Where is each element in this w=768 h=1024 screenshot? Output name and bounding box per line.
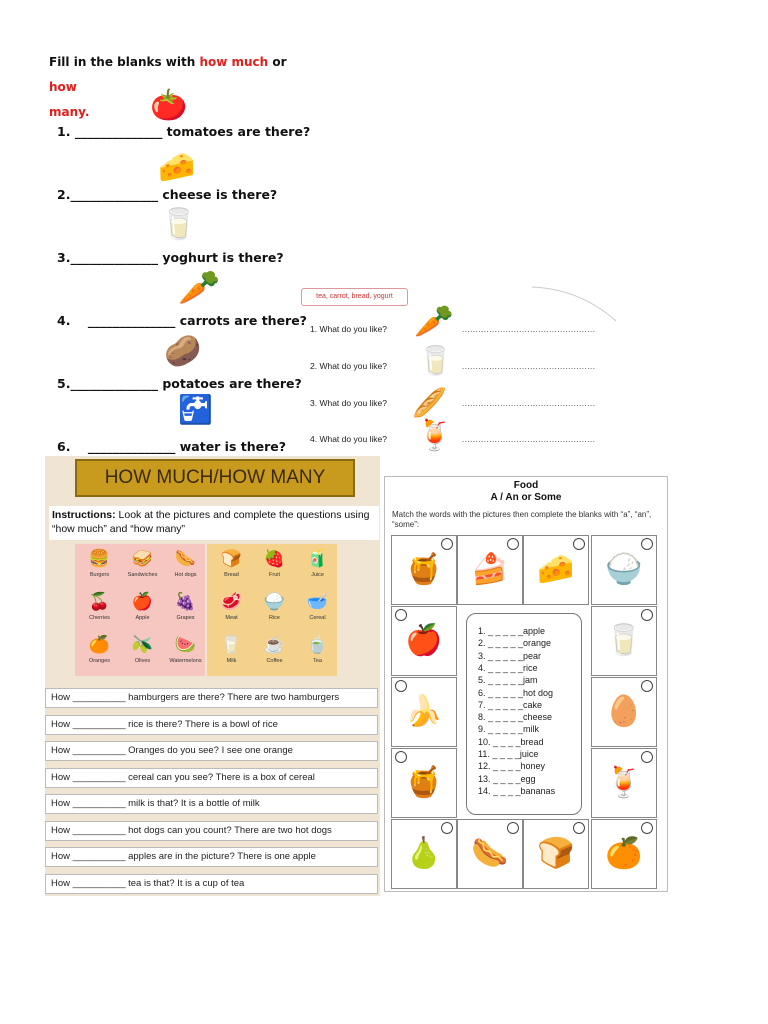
food-cell bbox=[210, 632, 253, 676]
cheese-icon: 🧀 bbox=[158, 150, 196, 185]
food-cell bbox=[164, 632, 207, 676]
q-text: water is there? bbox=[179, 439, 287, 454]
picture-cell bbox=[591, 819, 657, 889]
food-icon: 🥪 bbox=[131, 549, 154, 568]
q-num: 3. bbox=[57, 250, 71, 265]
food-icon: ☕ bbox=[263, 635, 286, 654]
food-cell bbox=[253, 589, 296, 633]
food-cell bbox=[296, 632, 339, 676]
word-item[interactable]: 7. _ _ _ _ _cake bbox=[478, 699, 543, 710]
food-icon: 🍊 bbox=[605, 836, 643, 871]
q-num: 1. bbox=[57, 124, 71, 139]
food-icon: 🍯 bbox=[405, 765, 443, 800]
how-question-row[interactable]: How __________ tea is that? It is a cup of tea bbox=[45, 874, 378, 894]
food-cell bbox=[164, 589, 207, 633]
word-item[interactable]: 12. _ _ _ _honey bbox=[478, 761, 546, 772]
potato-icon: 🥔 bbox=[164, 334, 202, 369]
ws4-instructions: Match the words with the pictures then complete the blanks with “a”, “an”, “some”: bbox=[392, 510, 652, 529]
answer-circle[interactable] bbox=[395, 680, 407, 692]
food-icon: 🍇 bbox=[174, 592, 197, 611]
word-bank-tag: tea, carrot, bread, yogurt bbox=[301, 288, 408, 306]
ws1-how-many-b: many. bbox=[49, 105, 90, 119]
food-icon: 🍯 bbox=[405, 552, 443, 587]
picture-cell bbox=[591, 677, 657, 747]
food-label: Burgers bbox=[89, 572, 110, 578]
word-item[interactable]: 10. _ _ _ _bread bbox=[478, 736, 544, 747]
q-text: carrots are there? bbox=[179, 313, 307, 328]
yoghurt-icon: 🥛 bbox=[160, 207, 198, 242]
food-cell bbox=[296, 546, 339, 590]
word-item[interactable]: 1. _ _ _ _ _apple bbox=[478, 626, 546, 636]
food-icon: 🥛 bbox=[605, 623, 643, 658]
q-text: potatoes are there? bbox=[162, 376, 302, 391]
picture-cell bbox=[457, 819, 523, 889]
q-text: cheese is there? bbox=[162, 187, 278, 202]
q-num: 2. bbox=[57, 187, 71, 202]
bread-icon: 🥖 bbox=[412, 386, 447, 419]
food-icon: 🍹 bbox=[605, 765, 643, 800]
picture-cell bbox=[391, 535, 457, 605]
food-cell bbox=[210, 589, 253, 633]
water-tap-icon: 🚰 bbox=[178, 393, 213, 426]
ws1-question bbox=[57, 187, 277, 202]
answer-line[interactable]: ................................................. bbox=[462, 325, 596, 334]
word-item[interactable]: 11. _ _ _ _juice bbox=[478, 749, 539, 759]
blank[interactable]: ______________ bbox=[87, 439, 176, 454]
food-cell bbox=[253, 632, 296, 676]
food-label: Milk bbox=[226, 658, 237, 664]
food-cell bbox=[296, 589, 339, 633]
food-icon: 🥚 bbox=[605, 694, 643, 729]
food-icon: 🧀 bbox=[537, 552, 575, 587]
ws1-or: or bbox=[268, 55, 287, 69]
word-item[interactable]: 3. _ _ _ _ _pear bbox=[478, 650, 542, 661]
blank[interactable]: ______________ bbox=[70, 187, 158, 202]
instructions-text: Look at the pictures and complete the questions using “how much” and “how many” bbox=[52, 509, 370, 535]
food-cell bbox=[78, 632, 121, 676]
ws1-how-much: how much bbox=[199, 55, 269, 69]
how-question-row[interactable]: How __________ cereal can you see? There is a box of cereal bbox=[45, 768, 378, 788]
food-label: Olives bbox=[134, 658, 151, 664]
picture-cell bbox=[391, 606, 457, 676]
word-item[interactable]: 6. _ _ _ _ _hot dog bbox=[478, 687, 554, 698]
answer-circle[interactable] bbox=[641, 680, 653, 692]
ws2-question: 4. What do you like? bbox=[310, 434, 388, 444]
food-label: Meat bbox=[225, 615, 238, 621]
food-icon: 🍎 bbox=[131, 592, 154, 611]
food-icon: 🍚 bbox=[263, 592, 286, 611]
picture-cell bbox=[391, 819, 457, 889]
ws1-how-many-a: how bbox=[49, 80, 77, 94]
food-cell bbox=[78, 589, 121, 633]
food-label: Watermelons bbox=[169, 658, 202, 664]
answer-circle[interactable] bbox=[507, 538, 519, 550]
food-label: Hot dogs bbox=[174, 572, 197, 578]
word-item[interactable]: 13. _ _ _ _egg bbox=[478, 773, 536, 784]
how-question-row[interactable]: How __________ milk is that? It is a bottle of milk bbox=[45, 794, 378, 814]
answer-line[interactable]: ................................................. bbox=[462, 435, 596, 444]
picture-cell bbox=[591, 606, 657, 676]
word-item[interactable]: 8. _ _ _ _ _cheese bbox=[478, 712, 553, 723]
food-label: Coffee bbox=[266, 658, 283, 664]
answer-circle[interactable] bbox=[441, 538, 453, 550]
food-cell bbox=[210, 546, 253, 590]
word-item[interactable]: 9. _ _ _ _ _milk bbox=[478, 724, 540, 735]
ws4-title bbox=[384, 480, 668, 504]
picture-cell bbox=[457, 535, 523, 605]
ws1-question bbox=[57, 124, 310, 139]
answer-circle[interactable] bbox=[573, 538, 585, 550]
food-icon: 🍐 bbox=[405, 836, 443, 871]
food-label: Fruit bbox=[269, 572, 280, 578]
instructions bbox=[49, 506, 379, 540]
food-icon: 🍚 bbox=[605, 552, 643, 587]
food-icon: 🥣 bbox=[306, 592, 329, 611]
answer-circle[interactable] bbox=[573, 822, 585, 834]
food-label: Juice bbox=[311, 572, 324, 578]
food-label: Cherries bbox=[89, 615, 110, 621]
word-item[interactable]: 2. _ _ _ _ _orange bbox=[478, 638, 552, 649]
food-icon: 🌭 bbox=[174, 549, 197, 568]
q-text: tomatoes are there? bbox=[166, 124, 311, 139]
how-question-row[interactable]: How __________ rice is there? There is a bowl of rice bbox=[45, 715, 378, 735]
food-label: Sandwiches bbox=[127, 572, 158, 578]
answer-circle[interactable] bbox=[395, 609, 407, 621]
word-item[interactable]: 5. _ _ _ _ _jam bbox=[478, 675, 538, 686]
food-icon: 🍌 bbox=[405, 694, 443, 729]
word-item[interactable]: 4. _ _ _ _ _rice bbox=[478, 662, 538, 673]
answer-circle[interactable] bbox=[641, 751, 653, 763]
food-cell bbox=[164, 546, 207, 590]
answer-circle[interactable] bbox=[395, 751, 407, 763]
blank[interactable]: ______________ bbox=[74, 124, 163, 139]
food-label: Bread bbox=[224, 572, 239, 578]
picture-cell bbox=[523, 535, 589, 605]
food-icon: 🌭 bbox=[471, 836, 509, 871]
food-cell bbox=[121, 589, 164, 633]
food-icon: 🍔 bbox=[88, 549, 111, 568]
q-num: 4. bbox=[57, 313, 71, 328]
ws2-question: 3. What do you like? bbox=[310, 398, 388, 408]
ws1-question bbox=[57, 313, 307, 328]
tomato-icon: 🍅 bbox=[150, 88, 188, 123]
picture-cell bbox=[391, 748, 457, 818]
answer-circle[interactable] bbox=[507, 822, 519, 834]
food-cell bbox=[121, 632, 164, 676]
food-icon: 🥛 bbox=[220, 635, 243, 654]
food-icon: 🍒 bbox=[88, 592, 111, 611]
blank[interactable]: ______________ bbox=[70, 376, 158, 391]
food-icon: 🍉 bbox=[174, 635, 197, 654]
food-icon: 🍵 bbox=[306, 635, 329, 654]
food-label: Cereal bbox=[309, 615, 326, 621]
q-num: 5. bbox=[57, 376, 71, 391]
picture-cell bbox=[591, 748, 657, 818]
food-icon: 🍞 bbox=[220, 549, 243, 568]
ws4-title-food: Food bbox=[513, 480, 539, 491]
food-label: Grapes bbox=[176, 615, 195, 621]
food-icon: 🧃 bbox=[306, 549, 329, 568]
carrot-icon: 🥕 bbox=[178, 268, 221, 308]
blank[interactable]: ______________ bbox=[87, 313, 176, 328]
answer-circle[interactable] bbox=[641, 609, 653, 621]
answer-circle[interactable] bbox=[441, 822, 453, 834]
answer-line[interactable]: ................................................. bbox=[462, 362, 596, 371]
food-label: Apple bbox=[135, 615, 150, 621]
answer-circle[interactable] bbox=[641, 822, 653, 834]
decorative-curve bbox=[530, 283, 620, 323]
worksheet-banner: HOW MUCH/HOW MANY bbox=[75, 459, 355, 497]
food-label: Rice bbox=[268, 615, 280, 621]
food-label: Tea bbox=[313, 658, 322, 664]
ws2-question: 1. What do you like? bbox=[310, 324, 388, 334]
ws1-question bbox=[57, 439, 286, 454]
food-icon: 🫒 bbox=[131, 635, 154, 654]
food-icon: 🍞 bbox=[537, 836, 575, 871]
q-num: 6. bbox=[57, 439, 71, 454]
answer-line[interactable]: ................................................. bbox=[462, 399, 596, 408]
food-icon: 🍓 bbox=[263, 549, 286, 568]
yogurt-icon: 🥛 bbox=[418, 344, 453, 377]
picture-cell bbox=[391, 677, 457, 747]
picture-cell bbox=[523, 819, 589, 889]
food-cell bbox=[253, 546, 296, 590]
ws2-question: 2. What do you like? bbox=[310, 361, 388, 371]
answer-circle[interactable] bbox=[641, 538, 653, 550]
ws1-question bbox=[57, 250, 284, 265]
food-icon: 🥩 bbox=[220, 592, 243, 611]
ws1-title-prefix: Fill in the blanks with bbox=[49, 55, 200, 69]
word-item[interactable]: 14. _ _ _ _bananas bbox=[478, 785, 556, 796]
food-icon: 🍎 bbox=[405, 623, 443, 658]
blank[interactable]: ______________ bbox=[70, 250, 158, 265]
how-question-row[interactable]: How __________ hot dogs can you count? There are two hot dogs bbox=[45, 821, 378, 841]
food-icon: 🍰 bbox=[471, 552, 509, 587]
food-label: Oranges bbox=[88, 658, 111, 664]
food-cell bbox=[78, 546, 121, 590]
ws1-question bbox=[57, 376, 302, 391]
q-text: yoghurt is there? bbox=[162, 250, 284, 265]
instructions-label: Instructions: bbox=[52, 509, 116, 521]
food-icon: 🍊 bbox=[88, 635, 111, 654]
food-cell bbox=[121, 546, 164, 590]
ws4-title-sub: A / An or Some bbox=[490, 492, 562, 503]
carrot-icon: 🥕 bbox=[414, 302, 454, 340]
how-question-row[interactable]: How __________ hamburgers are there? There are two hamburgers bbox=[45, 688, 378, 708]
picture-cell bbox=[591, 535, 657, 605]
juice-icon: 🍹 bbox=[416, 418, 454, 453]
how-question-row[interactable]: How __________ Oranges do you see? I see one orange bbox=[45, 741, 378, 761]
how-question-row[interactable]: How __________ apples are in the picture? There is one apple bbox=[45, 847, 378, 867]
